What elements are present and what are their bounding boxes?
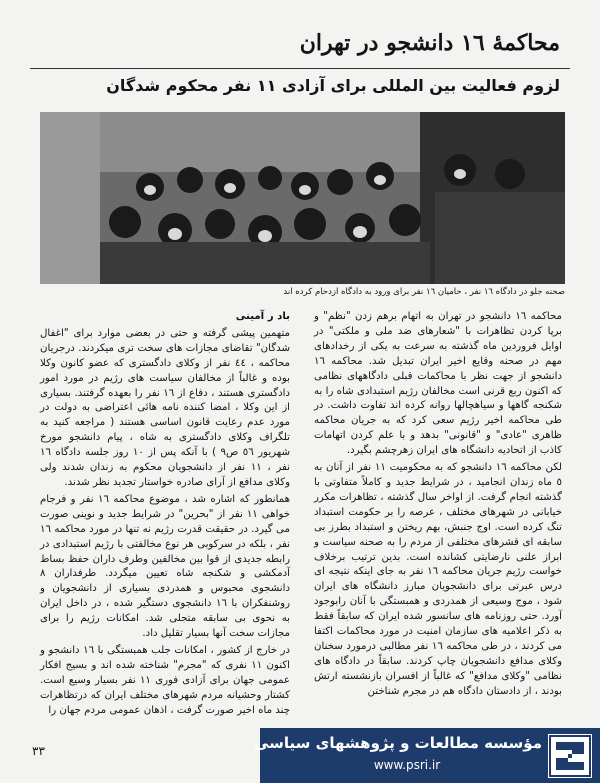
article-paragraph: متهمین پیشی گرفته و حتی در بعضی موارد برای "اغفال شدگان" تقاضای مجازات های سخت تری میکردند. درجریان محاکمه ، ٤٤ نفر از وکلای دادگستری که عضو کانون وکلا بوده و غالباً از مخالفان سیاست های رژیم در مورد امور دادگستری هستند ، دفاع از ١٦ نفر را بعهده گرفتند. بسیاری از این وکلا ، امضا کننده نامه هائی اعتراضی به دولت در مورد عدم رعایت قانون اساسی هستند ( مراجعه کنید به تلگراف وکلای دادگستری به شاه ، پیام دانشجو مورخ شهریور ٥٦ ص٩ ) با آنکه پس از ١٠ روز جلسه دادگاه ١٦ نفر ، ١١ نفر از دانشجویان محکوم به زندان شدند ولی وکلای مدافع از آرای صادره خواستار تجدید نظر شدند. [40, 327, 291, 488]
institute-logo-icon [548, 734, 592, 778]
article-paragraph: لکن محاکمه ١٦ دانشجو که به محکومیت ١١ نفر از آنان به ٥ ماه زندان انجامید ، در شرایط جدید و کاملاً متفاوتی با گذشته انجام گرفت. از اواخر سال گذشته ، تظاهرات مکرر خیابانی در شهرهای مختلف ، عرصه را بر حکومت استبداد تنگ کرده است. اوج جنبش، بهم ریختن و استبداد بطرز بی سابقه ای قشرهای مختلفی از مردم را به صحنه سیاست و ابراز علنی نارضایتی کشانده است. بدین ترتیب برخلاف خواست رژیم جریان محاکمه ١٦ نفر به جای اینکه نتیجه ای درس عبرتی برای دانشجویان مبارز دانشگاه های ایران شود ، موج وسیعی از همدردی و همبستگی با آنان رابوجود آورد. حتی روزنامه های سانسور شده ایران که سابقاً فقط به ذکر اعلامیه های سازمان امنیت در مورد محاکمات اکتفا می کردند ، در طی محاکمه ١٦ نفر مطالبی درمورد سخنان وکلای مدافع دانشجویان چاپ کردند. سابقاً در دادگاه های نظامی "وکلای مدافع" که غالباً از افسران بازنشسته ارتش بودند ، از دادستان دادگاه هم در مجرم شناختن [314, 462, 562, 697]
article-column-right [314, 310, 562, 710]
watermark-banner [253, 728, 600, 783]
page-title: محاکمهٔ ١٦ دانشجو در تهران [299, 30, 560, 56]
courtroom-crowd-photo [40, 112, 565, 284]
article-paragraph: همانطور که اشاره شد ، موضوع محاکمه ١٦ نفر و فرجام خواهی ١١ نفر از "بحرین" در شرایط جدید و نوینی صورت می گیرد. در حقیقت قدرت رژیم نه تنها در مورد محاکمه ١٦ نفر ، بلکه در سرکوبی هر نوع مخالفتی با رژیم استبدادی در رابطه جدیدی از قوا بین مخالفین وطرف داران حفظ بساط آدمکشی و شکنجه شاه تعیین میگردد. طرفداران ٨ دانشجوی محبوس و همدردی بسیاری از دانشجویان و روشنفکران با ١٦ دانشجوی دستگیر شده ، در داخل ایران به نحوی بی سابقه متجلی شد. امکانات رژیم را برای مجازات سخت آنها بسیار تقلیل داد. [40, 493, 291, 640]
page-number: ٣٣ [32, 744, 45, 758]
title-divider [30, 68, 570, 69]
article-paragraph: محاکمه ١٦ دانشجو در تهران به اتهام برهم زدن "نظم" و برپا کردن تظاهرات با "شعارهای ضد ملی و ملکتی" در اوایل فروردین ماه گذشته به سرعت به یکی از رخدادهای مهم در صحنه وقایع اخیر ایران تبدیل شد. محاکمه ١٦ دانشجو از جهت نظر با محاکمات قبلی دادگاههای نظامی که اکنون ربع قرنی است مخالفان رژیم استبدادی شاه را به شکنجه گاهها و سیاهچالها روانه کرده اند تفاوت داشت. در طی محاکمه اخیر رژیم سعی کرد که به جریان محاکمه ظاهری "عادی" و "قانونی" بدهد و با علم کردن اتهامات کاذب از اتحادیه دانشگاه های ایران زهرچشم بگیرد. [314, 311, 562, 457]
column-signoff: باد ر آمینی [235, 311, 290, 322]
page-subtitle: لزوم فعالیت بین المللی برای آزادی ١١ نفر محکوم شدگان [106, 76, 560, 95]
institute-url[interactable]: www.psri.ir [373, 758, 441, 772]
photo-caption: صحنه جلو در دادگاه ١٦ نفر ، حامیان ١٦ نفر برای ورود به دادگاه ازدحام کرده اند [283, 287, 565, 297]
article-paragraph: در خارج از کشور ، امکانات جلب همبستگی با ١٦ دانشجو و اکنون ١١ نفری که "مجرم" شناخته شده اند و بسیج افکار عمومی جهان برای آزادی فوری ١١ نفر بسیار وسیع است. کشتار وحشیانه مردم شهرهای مختلف ایران که درتظاهرات چند ماه اخیر صورت گرفت ، اذهان عمومی مردم جهان را [40, 644, 291, 716]
photo-illustration [40, 112, 565, 284]
institute-name: مؤسسه مطالعات و پژوهشهای سیاسی [253, 734, 542, 752]
article-column-left [40, 310, 291, 716]
